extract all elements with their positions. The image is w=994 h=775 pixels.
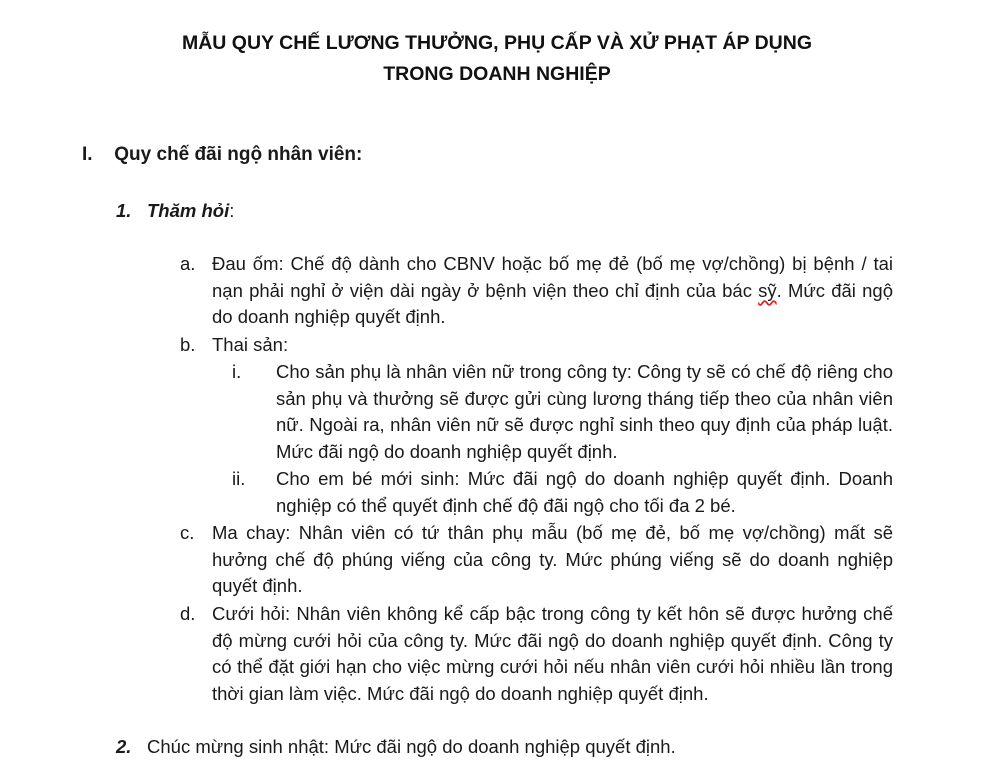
section-title: Quy chế đãi ngộ nhân viên: <box>114 144 363 165</box>
title-line-2: TRONG DOANH NGHIỆP <box>383 63 611 85</box>
list-marker-b-i: i. <box>232 361 242 382</box>
document-title <box>0 28 994 90</box>
list-item-b <box>180 332 893 359</box>
list-marker-b: b. <box>180 334 196 355</box>
section-number: I. <box>82 144 93 165</box>
list-text-a <box>212 251 893 331</box>
list-marker-a: a. <box>180 253 196 274</box>
list-text-b-ii: Cho em bé mới sinh: Mức đãi ngộ do doanh nghiệp quyết định. Doanh nghiệp có thể quyết định chế độ đãi ngộ cho tối đa 2 bé. <box>276 468 893 516</box>
list-item-b-ii <box>232 466 893 519</box>
list-text-b-i: Cho sản phụ là nhân viên nữ trong công ty: Công ty sẽ có chế độ riêng cho sản phụ và thưởng sẽ được gửi cùng lương tháng tiếp theo của nhân viên nữ. Ngoài ra, nhân viên nữ sẽ được nghỉ sinh theo quy định của pháp luật. Mức đãi ngộ do doanh nghiệp quyết định. <box>276 361 893 463</box>
subsection-1-colon: : <box>229 200 235 221</box>
list-text-c: Ma chay: Nhân viên có tứ thân phụ mẫu (bố mẹ đẻ, bố mẹ vợ/chồng) mất sẽ hưởng chế độ phúng viếng của công ty. Mức phúng viếng sẽ do doanh nghiệp quyết định. <box>212 522 893 597</box>
list-marker-b-ii: ii. <box>232 468 246 489</box>
section-heading <box>82 144 362 166</box>
spellcheck-flagged-word[interactable]: sỹ <box>758 279 777 301</box>
list-item-c <box>180 520 893 600</box>
title-line-1: MẪU QUY CHẾ LƯƠNG THƯỞNG, PHỤ CẤP VÀ XỬ PHẠT ÁP DỤNG <box>181 32 813 54</box>
subsection-1-number: 1. <box>116 200 132 221</box>
list-text-a-part2: . Mức đãi ngộ do doanh nghiệp quyết định. <box>212 279 893 328</box>
subsection-2-text: Chúc mừng sinh nhật: Mức đãi ngộ do doanh nghiệp quyết định. <box>147 736 676 757</box>
list-marker-c: c. <box>180 522 195 543</box>
list-text-a-part1: Đau ốm: Chế độ dành cho CBNV hoặc bố mẹ đẻ (bố mẹ vợ/chồng) bị bệnh / tai nạn phải nghỉ ở viện dài ngày ở bệnh viện theo chỉ định của bác <box>212 253 893 301</box>
list-item-d <box>180 601 893 708</box>
subsection-2 <box>116 736 676 758</box>
list-item-a <box>180 251 893 331</box>
list-text-b: Thai sản: <box>212 334 289 355</box>
subsection-1-title: Thăm hỏi <box>147 200 230 221</box>
list-text-d: Cưới hỏi: Nhân viên không kể cấp bậc trong công ty kết hôn sẽ được hưởng chế độ mừng cưới hỏi của công ty. Mức đãi ngộ do doanh nghiệp quyết định. Công ty có thể đặt giới hạn cho việc mừng cưới hỏi nếu nhân viên cưới hỏi nhiều lần trong thời gian làm việc. Mức đãi ngộ do doanh nghiệp quyết định. <box>212 603 893 705</box>
subsection-1-heading <box>116 200 234 222</box>
subsection-2-number: 2. <box>116 736 132 757</box>
list-marker-d: d. <box>180 603 196 624</box>
list-item-b-i <box>232 359 893 466</box>
